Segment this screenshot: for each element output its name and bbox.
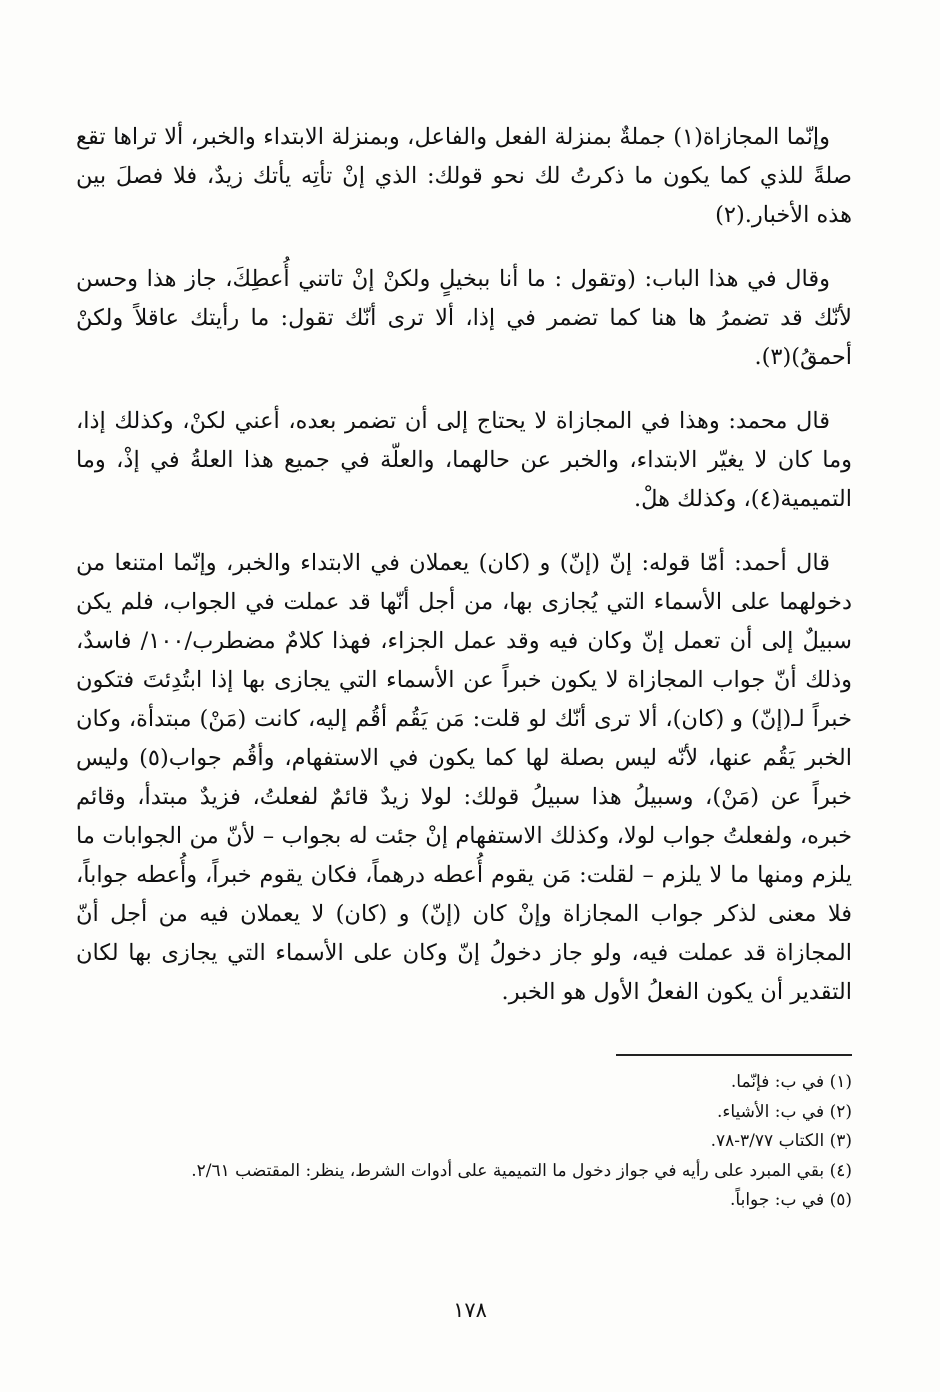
footnotes	[76, 1068, 852, 1216]
footnote-5: (٥) في ب: جواباً.	[730, 1190, 852, 1210]
footnote-1: (١) في ب: فإنّما.	[730, 1072, 852, 1092]
paragraph-3: قال محمد: وهذا في المجازاة لا يحتاج إلى أن تضمر بعده، أعني لكنْ، وكذلك إذا، وما كان لا يغيّر الابتداء، والخبر عن حالهما، والعلّة في جميع هذا العلةُ في إذْ، وما التميمية(٤)، وكذلك هلْ.	[76, 408, 852, 512]
paragraph-4: قال أحمد: أمّا قوله: إنّ (إنّ) و (كان) يعملان في الابتداء والخبر، وإنّما امتنعا من دخولهما على الأسماء التي يُجازى بها، من أجل أنّها قد عملت في الجواب، فلم يكن سبيلٌ إلى أن تعمل إنّ وكان فيه وقد عمل الجزاء، فهذا كلامٌ مضطرب/١٠٠/ فاسدٌ، وذلك أنّ جواب المجازاة لا يكون خبراً عن الأسماء التي يجازى بها إذا ابتُدِئتَ فتكون خبراً لـ(إنّ) و (كان)، ألا ترى أنّك لو قلت: مَن يَقُم أقُم إليه، كانت (مَنْ) مبتدأة، وكان الخبر يَقُم عنها، لأنّه ليس بصلة لها كما يكون في الاستفهام، وأقُم جواب(٥) وليس خبراً عن (مَنْ)، وسبيلُ هذا سبيلُ قولك: لولا زيدٌ قائمٌ لفعلتُ، فزيدٌ مبتدأ، وقائم خبره، ولفعلتُ جواب لولا، وكذلك الاستفهام إنْ جئت له بجواب – لأنّ من الجوابات ما يلزم ومنها ما لا يلزم – لقلت: مَن يقوم أُعطه درهماً، فكان يقوم خبراً، وأُعطه جواباً، فلا معنى لذكر جواب المجازاة وإنْ كان (إنّ) و (كان) لا يعملان فيه من أجل أنّ المجازاة قد عملت فيه، ولو جاز دخولُ إنّ وكان على الأسماء التي يجازى بها لكان التقدير أن يكون الفعلُ الأول هو الخبر.	[76, 550, 852, 1005]
footnote-3: (٣) الكتاب ٣/٧٧-٧٨.	[710, 1131, 852, 1151]
main-text	[76, 118, 852, 1037]
footnote-4: (٤) بقي المبرد على رأيه في جواز دخول ما التميمية على أدوات الشرط، ينظر: المقتضب ٢/٦١.	[191, 1160, 852, 1181]
footnote-separator	[616, 1054, 852, 1056]
paragraph-2: وقال في هذا الباب: (وتقول : ما أنا ببخيلٍ ولكنْ إنْ تاتني أُعطِكَ، جاز هذا وحسن لأنّك قد تضمرُ ها هنا كما تضمر في إذا، ألا ترى أنّك تقول: ما رأيتك عاقلاً ولكنْ أحمقُ)(٣).	[76, 266, 852, 370]
paragraph-1: وإنّما المجازاة(١) جملةٌ بمنزلة الفعل والفاعل، وبمنزلة الابتداء والخبر، ألا تراها تقع صلةً للذي كما يكون ما ذكرتُ لك نحو قولك: الذي إنْ تأتِه يأتك زيدٌ، فلا فصلَ بين هذه الأخبار.(٢)	[76, 124, 852, 228]
page-number: ١٧٨	[453, 1298, 487, 1322]
footnote-2: (٢) في ب: الأشياء.	[716, 1101, 852, 1122]
